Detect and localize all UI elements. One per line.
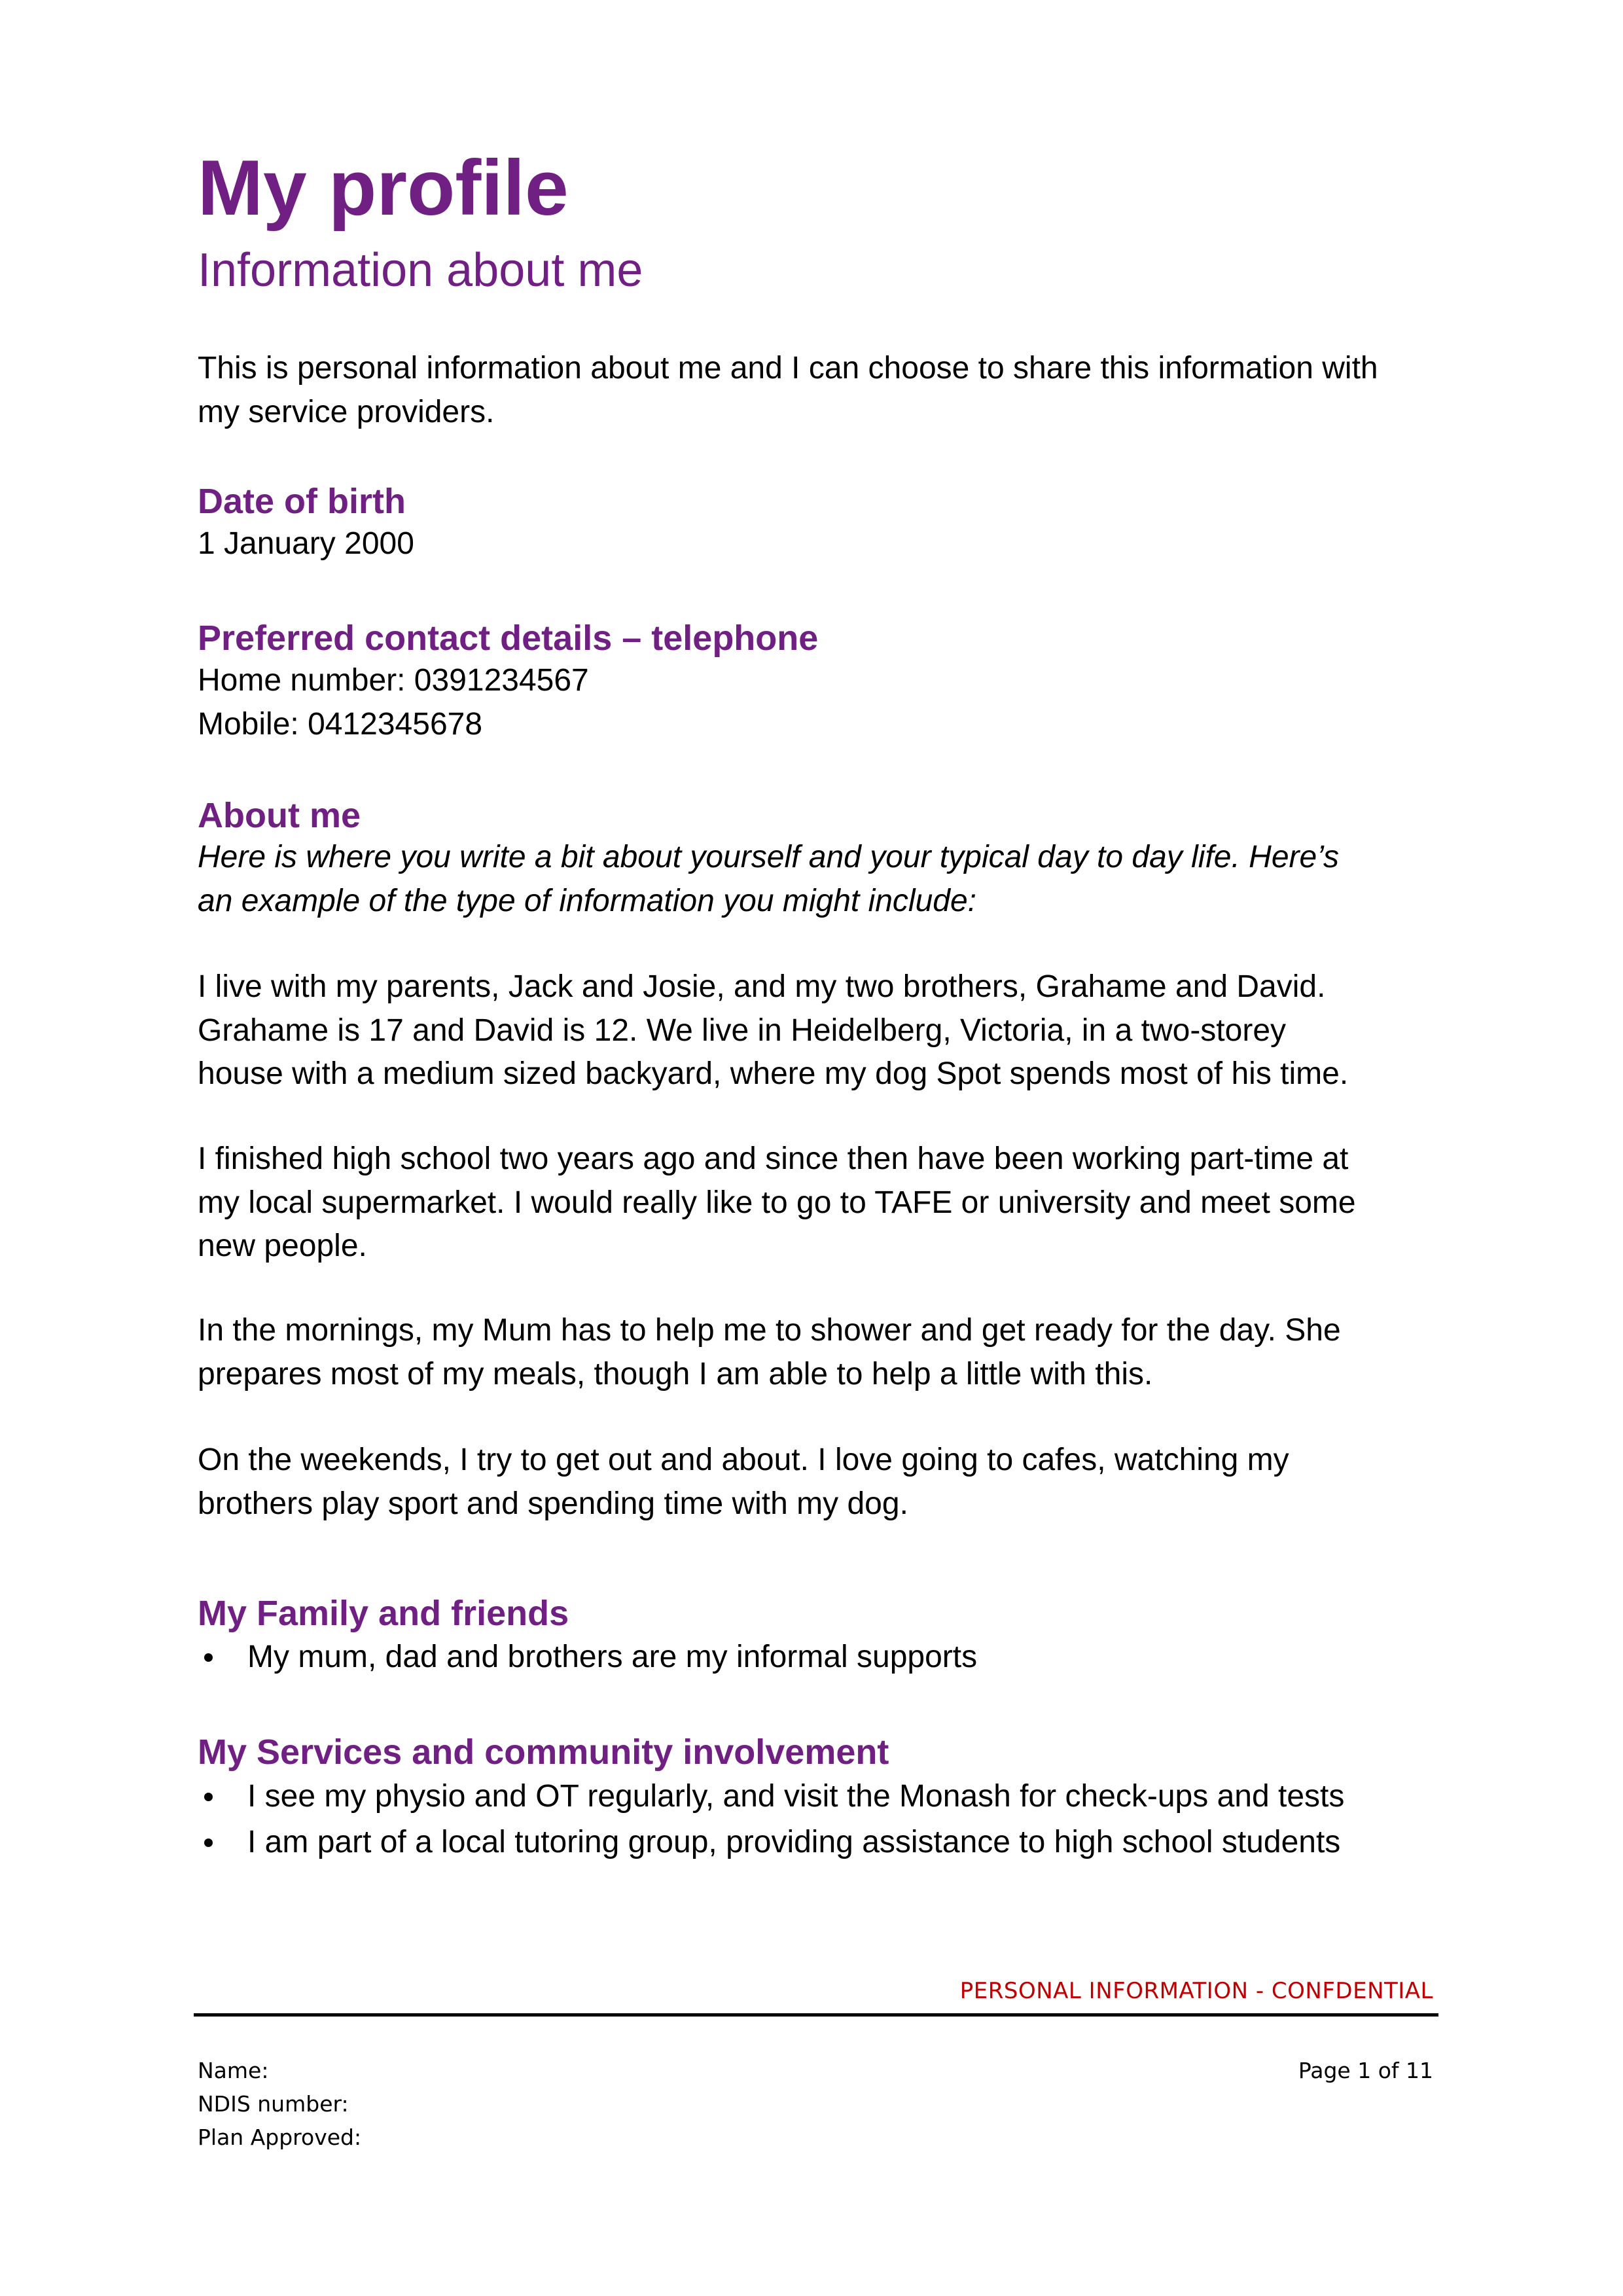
home-number: Home number: 0391234567 xyxy=(198,663,589,698)
list-item xyxy=(198,1820,1441,1865)
dob-heading: Date of birth xyxy=(198,482,406,521)
plan-approved-label: Plan Approved: xyxy=(198,2125,362,2150)
contact-details xyxy=(198,659,1441,746)
about-paragraph-1 xyxy=(198,965,1441,1096)
paragraph-line: On the weekends, I try to get out and about. I love going to cafes, watching my xyxy=(198,1443,1289,1477)
paragraph-line: my local supermarket. I would really like to go to TAFE or university and meet some xyxy=(198,1185,1356,1220)
instruction-line: an example of the type of information you might include: xyxy=(198,883,977,918)
paragraph-line: brothers play sport and spending time with my dog. xyxy=(198,1486,908,1521)
contact-heading: Preferred contact details – telephone xyxy=(198,619,819,658)
list-item-text: My mum, dad and brothers are my informal supports xyxy=(247,1640,978,1674)
bullet-icon xyxy=(204,1839,213,1847)
list-item xyxy=(198,1774,1441,1820)
paragraph-line: new people. xyxy=(198,1229,367,1263)
intro-line-1: This is personal information about me and I can choose to share this information with xyxy=(198,351,1378,386)
footer-fields xyxy=(198,2054,361,2154)
intro-line-2: my service providers. xyxy=(198,394,495,429)
page-number: Page 1 of 11 xyxy=(1298,2058,1433,2083)
list-item-text: I am part of a local tutoring group, providing assistance to high school students xyxy=(247,1825,1341,1859)
paragraph-line: I live with my parents, Jack and Josie, and my two brothers, Grahame and David. xyxy=(198,969,1326,1004)
paragraph-line: In the mornings, my Mum has to help me to shower and get ready for the day. She xyxy=(198,1313,1341,1348)
page-subtitle: Information about me xyxy=(198,244,643,296)
about-paragraph-3 xyxy=(198,1309,1441,1396)
paragraph-line: prepares most of my meals, though I am able to help a little with this. xyxy=(198,1356,1153,1391)
about-paragraph-4 xyxy=(198,1439,1441,1526)
footer-divider xyxy=(194,2013,1438,2017)
name-label: Name: xyxy=(198,2058,269,2083)
about-paragraph-2 xyxy=(198,1138,1441,1268)
mobile-number: Mobile: 0412345678 xyxy=(198,706,483,742)
list-item-text: I see my physio and OT regularly, and visit the Monash for check-ups and tests xyxy=(247,1779,1345,1814)
page-title: My profile xyxy=(198,144,569,232)
dob-value: 1 January 2000 xyxy=(198,526,414,561)
instruction-line: Here is where you write a bit about yourself and your typical day to day life. Here’s xyxy=(198,840,1339,874)
family-heading: My Family and friends xyxy=(198,1594,569,1633)
ndis-number-label: NDIS number: xyxy=(198,2091,349,2117)
bullet-icon xyxy=(204,1653,213,1662)
family-list xyxy=(198,1634,1441,1680)
about-heading: About me xyxy=(198,796,361,835)
services-list xyxy=(198,1774,1441,1865)
paragraph-line: house with a medium sized backyard, where my dog Spot spends most of his time. xyxy=(198,1056,1349,1091)
intro-text xyxy=(198,347,1441,434)
bullet-icon xyxy=(204,1793,213,1801)
paragraph-line: I finished high school two years ago and since then have been working part-time at xyxy=(198,1141,1349,1176)
services-heading: My Services and community involvement xyxy=(198,1732,889,1772)
confidential-label: PERSONAL INFORMATION - CONFDENTIAL xyxy=(959,1978,1433,2004)
paragraph-line: Grahame is 17 and David is 12. We live in Heidelberg, Victoria, in a two-storey xyxy=(198,1013,1287,1048)
about-instructions xyxy=(198,836,1441,923)
list-item xyxy=(198,1634,1441,1680)
